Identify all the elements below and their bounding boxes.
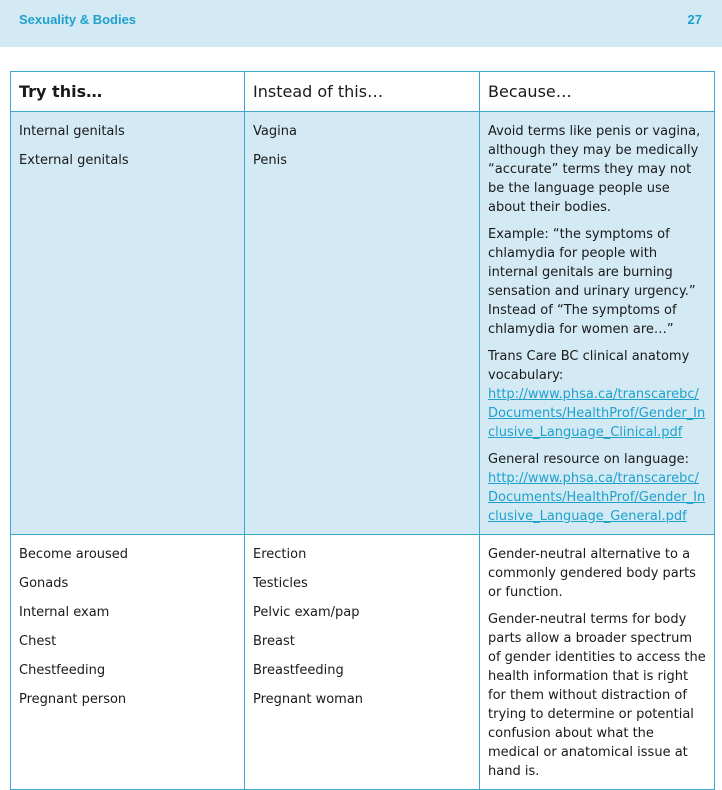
explanation-paragraph: Gender-neutral terms for body parts allow a broader spectrum of gender identities to access the health information that is right for them without distraction of trying to determine or potential confusion about what the medical or anatomical issue at hand is.	[488, 612, 706, 779]
table-row	[11, 112, 715, 535]
instead-of-cell	[245, 112, 480, 535]
term-item: Chestfeeding	[19, 663, 106, 678]
resource-paragraph	[488, 450, 706, 526]
column-header-instead-of: Instead of this…	[245, 72, 480, 112]
resource-link-general[interactable]: http://www.phsa.ca/transcarebc/Documents/HealthProf/Gender_Inclusive_Language_General.pdf	[488, 471, 706, 524]
resource-paragraph	[488, 347, 706, 442]
term-item: Penis	[253, 153, 287, 168]
term-item: Internal genitals	[19, 124, 125, 139]
resource-link-clinical[interactable]: http://www.phsa.ca/transcarebc/Documents/HealthProf/Gender_Inclusive_Language_Clinical.pdf	[488, 387, 706, 440]
term-item: Pelvic exam/pap	[253, 605, 360, 620]
explanation-paragraph: Avoid terms like penis or vagina, although they may be medically “accurate” terms they may not be the language people use about their bodies.	[488, 124, 701, 215]
resource-label: General resource on language:	[488, 452, 689, 467]
term-item: Erection	[253, 547, 307, 562]
section-title: Sexuality & Bodies	[19, 12, 137, 27]
table-row	[11, 535, 715, 790]
term-item: Breastfeeding	[253, 663, 344, 678]
because-cell	[480, 535, 715, 790]
term-item: Gonads	[19, 576, 69, 591]
column-header-because: Because…	[480, 72, 715, 112]
term-item: External genitals	[19, 153, 129, 168]
instead-of-cell	[245, 535, 480, 790]
term-item: Internal exam	[19, 605, 110, 620]
term-item: Become aroused	[19, 547, 129, 562]
column-header-try-this: Try this…	[11, 72, 245, 112]
term-item: Chest	[19, 634, 57, 649]
page-number: 27	[687, 12, 702, 27]
term-item: Testicles	[253, 576, 308, 591]
term-item: Breast	[253, 634, 295, 649]
explanation-paragraph: Gender-neutral alternative to a commonly gendered body parts or function.	[488, 547, 696, 600]
term-item: Vagina	[253, 124, 297, 139]
table-header-row	[11, 72, 715, 112]
example-paragraph: Example: “the symptoms of chlamydia for people with internal genitals are burning sensation and urinary urgency.” Instead of “The symptoms of chlamydia for women are…”	[488, 227, 696, 337]
term-item: Pregnant person	[19, 692, 127, 707]
term-item: Pregnant woman	[253, 692, 364, 707]
terminology-table	[10, 71, 715, 790]
because-cell	[480, 112, 715, 535]
try-this-cell	[11, 112, 245, 535]
resource-label: Trans Care BC clinical anatomy vocabulary:	[488, 349, 690, 383]
try-this-cell	[11, 535, 245, 790]
